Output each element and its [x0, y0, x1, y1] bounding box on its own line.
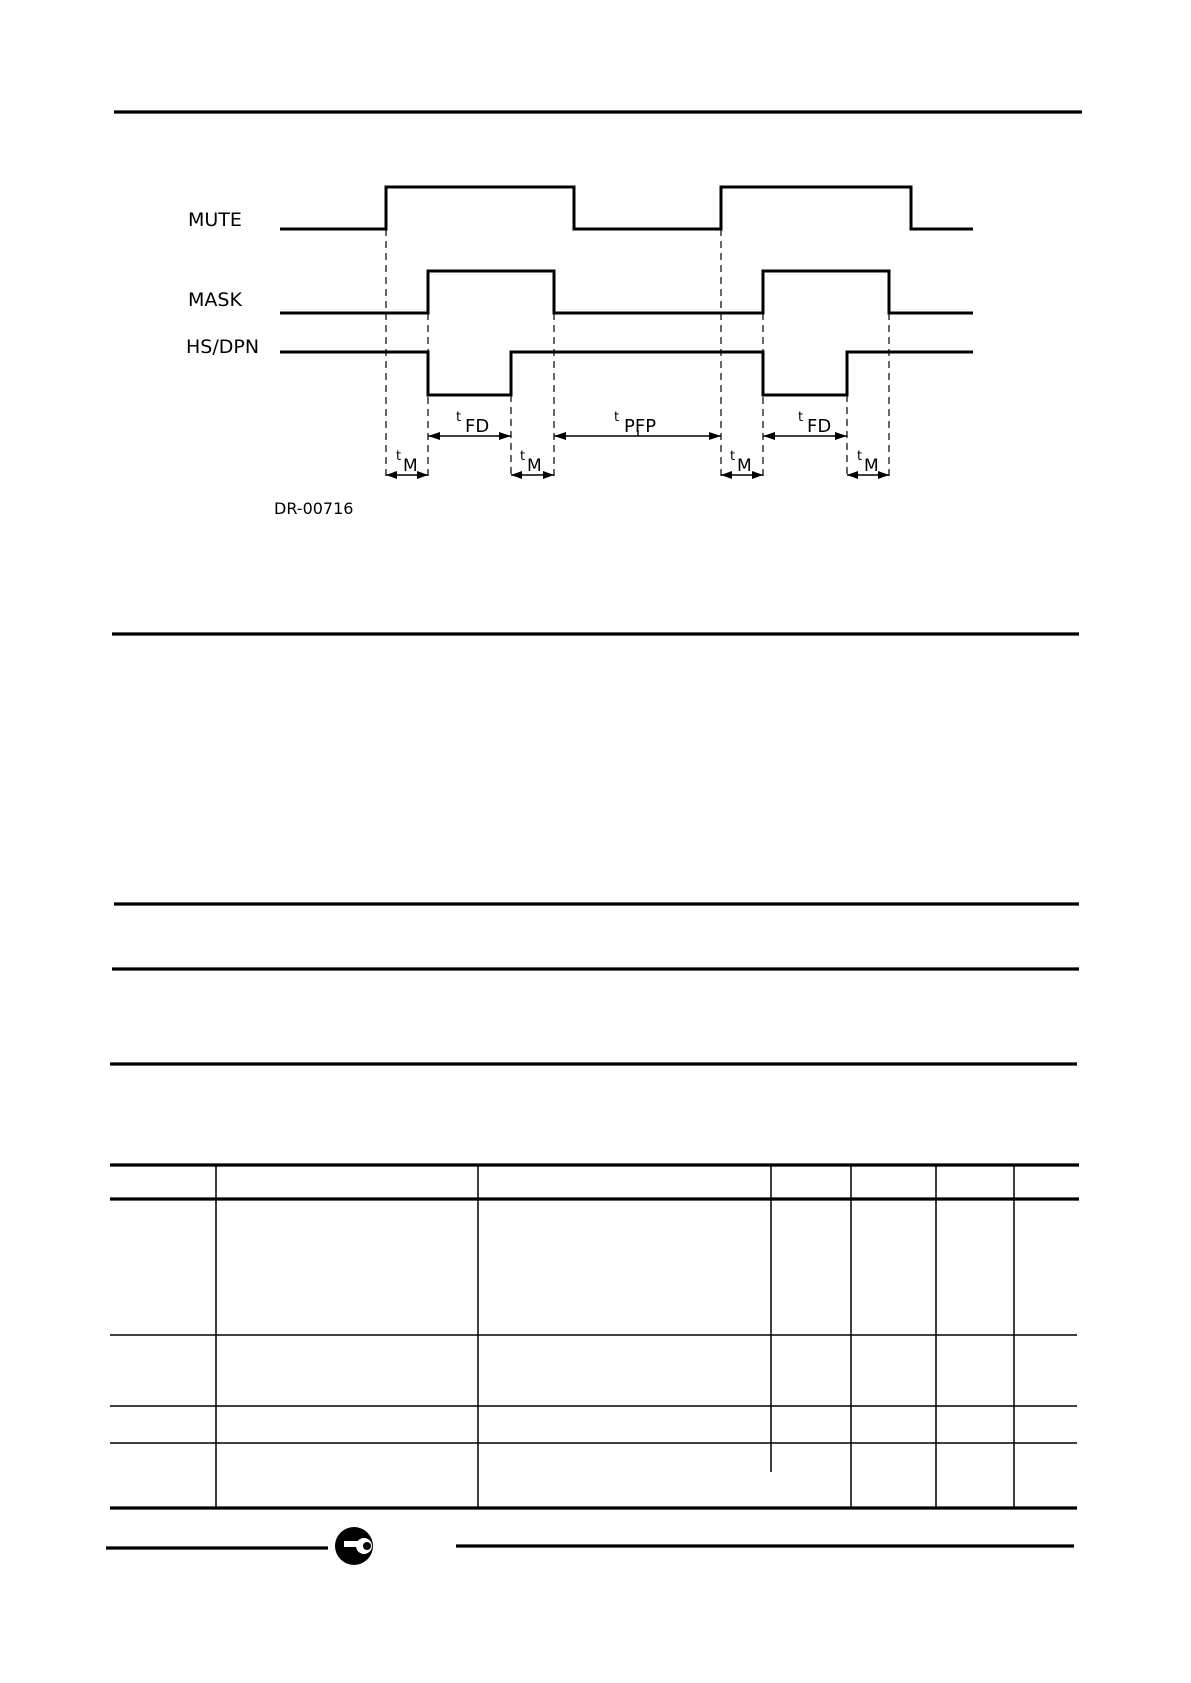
tm-prefix: t — [396, 449, 402, 464]
tpfp-prefix: t — [614, 410, 620, 425]
tfd-prefix: t — [798, 410, 804, 425]
signal-label-hs-dpn: HS/DPN — [186, 336, 260, 358]
tm-label: M — [737, 456, 752, 476]
tm-label: M — [864, 456, 879, 476]
tm-label: M — [403, 456, 418, 476]
signal-label-mask: MASK — [188, 289, 242, 311]
tpfp-label: PFP — [624, 416, 657, 437]
arrow-tfd-1 — [428, 410, 511, 440]
waveform-hs-dpn — [280, 352, 973, 395]
waveform-mute — [280, 187, 973, 229]
arrow-tpfp — [554, 410, 721, 440]
timing-diagram — [186, 187, 973, 518]
tm-prefix: t — [520, 449, 526, 464]
arrow-tm-1 — [386, 449, 428, 479]
tfd-label: FD — [465, 416, 490, 437]
arrow-tm-4 — [847, 449, 889, 479]
arrow-tm-2 — [511, 449, 554, 479]
drawing-code: DR-00716 — [274, 499, 354, 518]
tfd-label: FD — [807, 416, 832, 437]
spec-table — [110, 1165, 1079, 1508]
company-logo — [335, 1527, 373, 1565]
tm-prefix: t — [730, 449, 736, 464]
waveform-mask — [280, 271, 973, 313]
tm-prefix: t — [857, 449, 863, 464]
arrow-tm-3 — [721, 449, 763, 479]
tfd-prefix: t — [456, 410, 462, 425]
arrow-tfd-2 — [763, 410, 847, 440]
signal-label-mute: MUTE — [188, 209, 242, 231]
tm-label: M — [527, 456, 542, 476]
